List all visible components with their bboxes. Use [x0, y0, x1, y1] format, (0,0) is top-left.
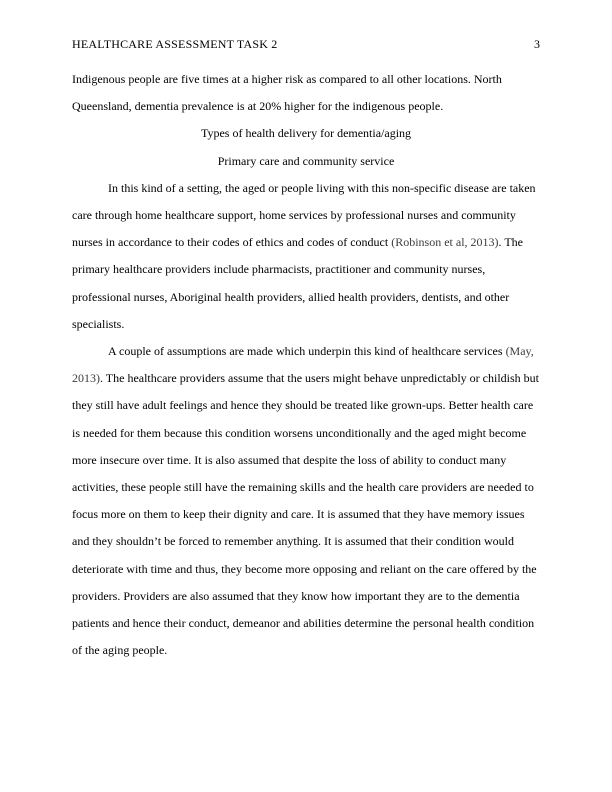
page-header — [72, 36, 540, 52]
running-head: HEALTHCARE ASSESSMENT TASK 2 — [72, 37, 278, 51]
subsection-heading: Primary care and community service — [217, 153, 395, 168]
page-number: 3 — [534, 37, 540, 51]
paragraph-text: . The primary healthcare providers include pharmacists, practitioner and community nurses, professional nurses, Aboriginal health providers, allied health providers, dentists, and other specialists. — [72, 235, 523, 331]
paragraph-text: . The healthcare providers assume that the users might behave unpredictably or childish but they still have adult feelings and hence they should be treated like grown-ups. Better health care is needed for them because this condition worsens unconditionally and the aged might become more insecure over time. It is also assumed that despite the loss of ability to conduct many activities, these people still have the remaining skills and the health care providers are needed to focus more on them to keep their dignity and care. It is assumed that they have memory issues and they shouldn’t be forced to remember anything. It is assumed that their condition would deteriorate with time and thus, they become more opposing and reliant on the care offered by the providers. Providers are also assumed that they know how important they are to the dementia patients and hence their conduct, demeanor and abilities determine the personal health condition of the aging people. — [72, 371, 539, 658]
paragraph-text: A couple of assumptions are made which underpin this kind of healthcare services — [108, 344, 506, 359]
citation-link: (May, 2013) — [72, 344, 534, 386]
section-heading: Types of health delivery for dementia/aging — [200, 126, 412, 141]
paragraph-indigenous-risk: Indigenous people are five times at a higher risk as compared to all other locations. North Queensland, dementia prevalence is at 20% higher for the indigenous people. — [72, 72, 502, 114]
paragraph-text: In this kind of a setting, the aged or people living with this non-specific disease are taken care through home healthcare support, home services by professional nurses and community nurses in accordance to their codes of ethics and codes of conduct — [72, 180, 536, 250]
citation-link: (Robinson et al, 2013) — [391, 235, 499, 250]
document-body — [72, 66, 540, 664]
paragraph-assumptions — [72, 338, 540, 664]
paragraph-primary-care — [72, 175, 540, 338]
